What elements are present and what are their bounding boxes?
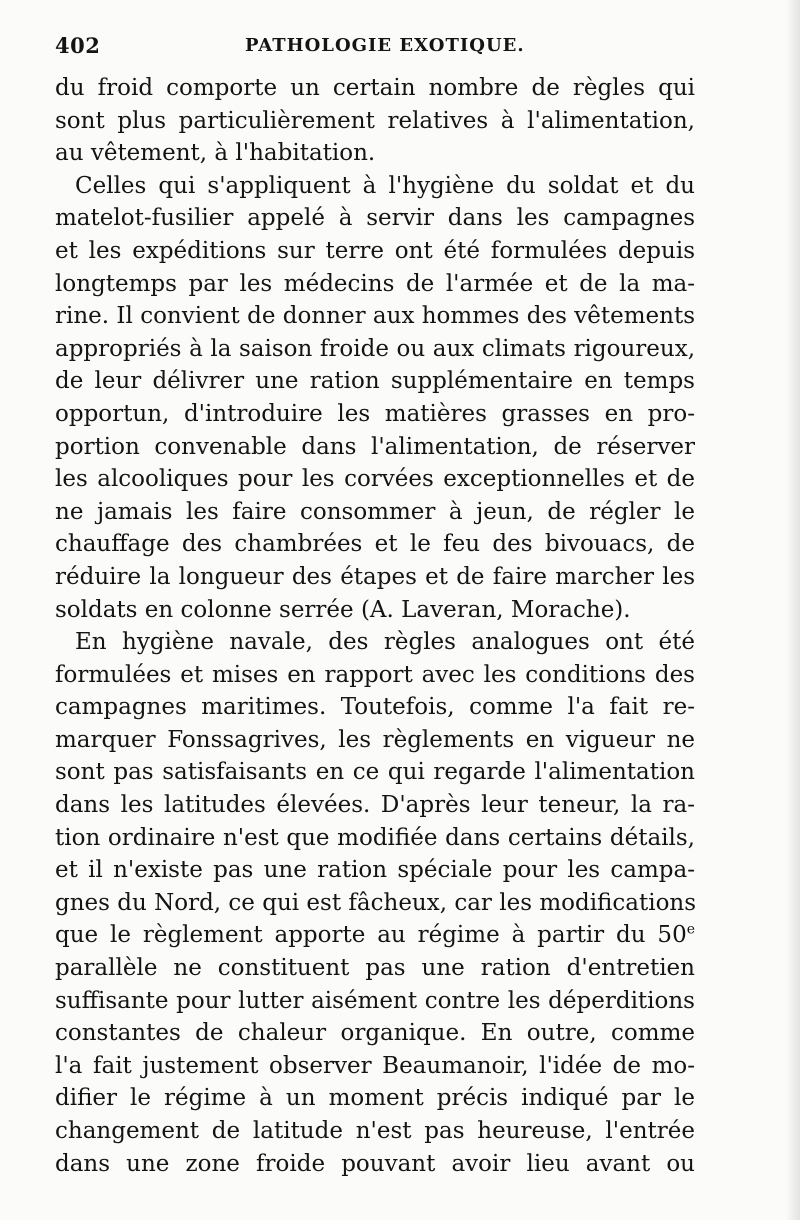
text-line-content: soldats en colonne serrée (A. Laveran, Morache). [55,596,631,623]
text-line [55,756,695,789]
text-line [55,496,695,529]
text-line-content: formulées et mises en rapport avec les conditions des [55,661,695,688]
text-line [55,365,695,398]
text-line-content: rine. Il convient de donner aux hommes des vêtements [55,303,695,330]
text-line-content: de leur délivrer une ration supplémentaire en temps [55,368,695,395]
text-line [55,919,695,952]
page-header [55,33,695,63]
superscript: e [686,921,695,938]
text-line-content: changement de latitude n'est pas heureuse, l'entrée [55,1118,695,1144]
text-line [55,1082,695,1115]
text-line-content: chauffage des chambrées et le feu des bivouacs, de [55,531,695,558]
text-line [55,1115,695,1148]
text-line-content: l'a fait justement observer Beaumanoir, l'idée de mo- [55,1052,695,1079]
text-line-content: dans une zone froide pouvant avoir lieu avant ou [55,1150,695,1177]
text-line [55,170,695,203]
text-line [55,952,695,985]
text-line [55,822,695,855]
text-line [55,626,695,659]
text-line-content: que le règlement apporte au régime à partir du 50 [55,922,687,949]
text-line-content: gnes du Nord, ce qui est fâcheux, car les modifications [55,889,697,916]
text-line [55,268,695,301]
running-head: PATHOLOGIE EXOTIQUE. [245,35,525,56]
text-line-content: les alcooliques pour les corvées exceptionnelles et de [55,466,695,493]
text-line [55,854,695,887]
text-line [55,659,695,692]
text-line-content: constantes de chaleur organique. En outre, comme [55,1020,695,1047]
text-line-content: dans les latitudes élevées. D'après leur teneur, la ra- [55,792,695,819]
page-number: 402 [55,33,101,58]
text-line-content: ne jamais les faire consommer à jeun, de régler le [55,498,695,525]
text-line [55,333,695,366]
text-line-content: Celles qui s'appliquent à l'hygiène du soldat et du [75,172,695,199]
text-line-content: du froid comporte un certain nombre de règles qui [55,75,695,101]
text-line-content: matelot-fusilier appelé à servir dans les campagnes [55,205,695,232]
text-line [55,398,695,431]
text-line-content: marquer Fonssagrives, les règlements en vigueur ne [55,726,695,753]
text-line-content: et il n'existe pas une ration spéciale pour les campa- [55,857,695,884]
page-gutter-shadow [786,0,800,1220]
body-text [55,72,695,1180]
text-line-content: opportun, d'introduire les matières grasses en pro- [55,400,695,427]
text-line-content: sont pas satisfaisants en ce qui regarde l'alimentation [55,759,695,786]
text-line [55,528,695,561]
text-line [55,789,695,822]
text-line [55,724,695,757]
text-line-content: parallèle ne constituent pas une ration d'entretien [55,955,695,982]
text-line-content: tion ordinaire n'est que modifiée dans certains détails, [55,824,695,851]
text-line-content: et les expéditions sur terre ont été formulées depuis [55,237,695,264]
text-line-content: suffisante pour lutter aisément contre les déperditions [55,987,695,1014]
text-line [55,235,695,268]
text-line [55,72,695,105]
text-line [55,463,695,496]
text-line-content: appropriés à la saison froide ou aux climats rigoureux, [55,335,695,362]
text-line [55,1050,695,1083]
text-line [55,1017,695,1050]
text-line [55,137,695,170]
text-line [55,300,695,333]
text-line [55,561,695,594]
text-line-content: portion convenable dans l'alimentation, de réserver [55,433,695,460]
text-line-content: sont plus particulièrement relatives à l'alimentation, [55,107,695,134]
text-line [55,431,695,464]
text-line [55,985,695,1018]
text-line-content: difier le régime à un moment précis indiqué par le [55,1085,695,1112]
text-line-content: au vêtement, à l'habitation. [55,140,376,167]
text-line-content: réduire la longueur des étapes et de faire marcher les [55,563,695,590]
text-line [55,691,695,724]
text-line [55,105,695,138]
text-line [55,887,695,920]
text-line [55,594,695,627]
text-line-content: campagnes maritimes. Toutefois, comme l'a fait re- [55,694,695,721]
text-line [55,1148,695,1181]
text-line-content: En hygiène navale, des règles analogues ont été [75,629,695,656]
text-line-content: longtemps par les médecins de l'armée et de la ma- [55,270,695,297]
text-line [55,202,695,235]
